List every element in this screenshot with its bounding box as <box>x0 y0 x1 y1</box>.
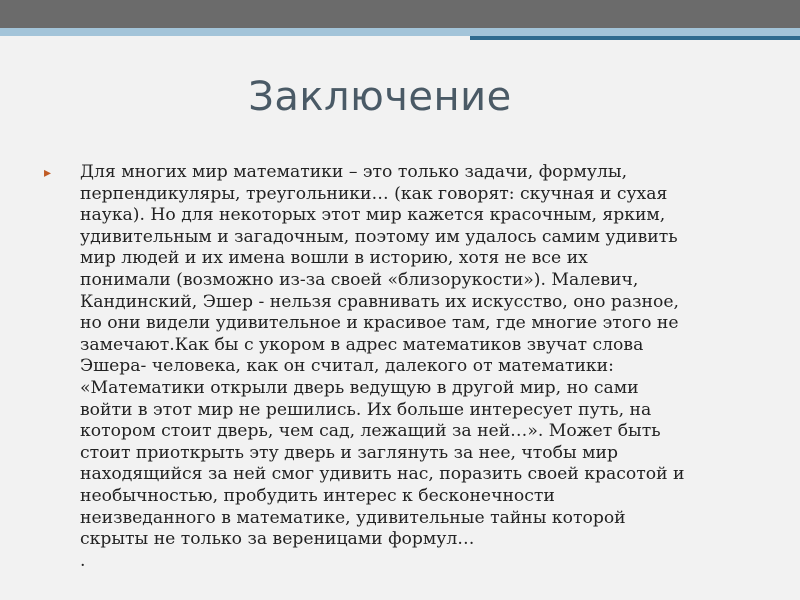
header-bar <box>0 0 800 28</box>
triangle-bullet-icon: ▸ <box>44 165 52 181</box>
header-accent-stripe <box>470 36 800 40</box>
slide-title: Заключение <box>248 74 512 120</box>
body-paragraph: Для многих мир математики – это только задачи, формулы, перпендикуляры, треугольники… (как говорят: скучная и сухая наука). Но для некоторых этот мир кажется красочным, ярким, удивительным и загадочным, поэтому им удалось самим удивить мир людей и их имена вошли в историю, хотя не все их понимали (возможно из-за своей «близорукости»). Малевич, Кандинский, Эшер - нельзя сравнивать их искусство, оно разное, но они видели удивительное и красивое там, где многие этого не замечают.Как бы с укором в адрес математиков звучат слова Эшера- человека, как он считал, далекого от математики: «Математики открыли дверь ведущую в другой мир, но сами войти в этот мир не решились. Их больше интересует путь, на котором стоит дверь, чем сад, лежащий за ней…». Может быть стоит приоткрыть эту дверь и заглянуть за нее, чтобы мир находящийся за ней смог удивить нас, поразить своей красотой и необычностью, пробудить интерес к бесконечности неизведанного в математике, удивительные тайны которой скрыты не только за вереницами формул… <box>80 162 685 550</box>
trailing-dot: . <box>80 550 86 571</box>
content-block <box>44 162 760 572</box>
header-stripe <box>0 28 800 36</box>
